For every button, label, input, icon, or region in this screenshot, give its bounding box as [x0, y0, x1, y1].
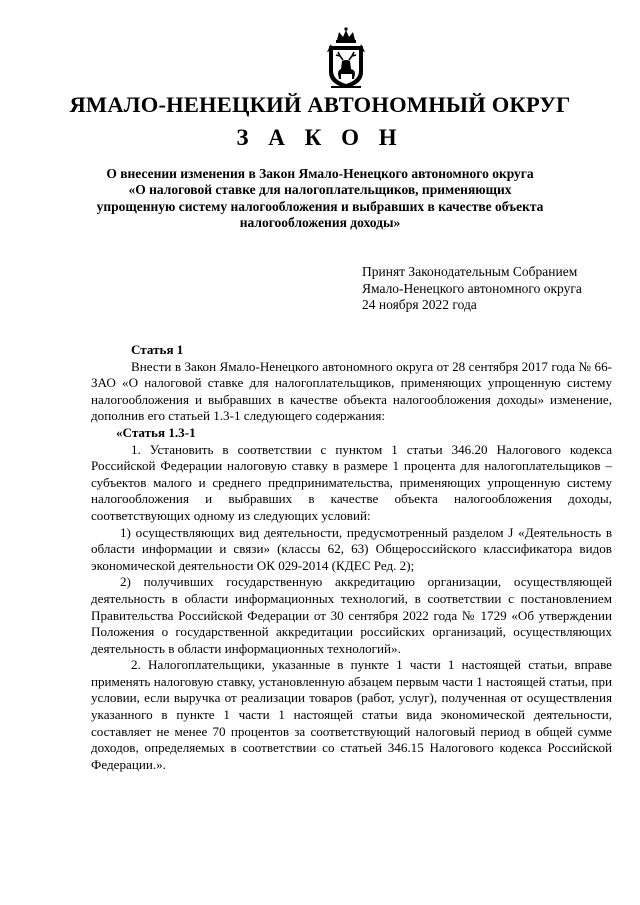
article-intro: Внести в Закон Ямало-Ненецкого автономного округа от 28 сентября 2017 года № 66-ЗАО «О налоговой ставке для налогоплательщиков, применяющих упрощенную систему налогообложения и выбравших в качестве объекта налогообложения доходы» изменение, дополнив его статьей 1.3-1 следующего содержания:: [91, 358, 612, 424]
article-item-1: 1) осуществляющих вид деятельности, предусмотренный разделом J «Деятельность в области информации и связи» (классы 62, 63) Общероссийского классификатора видов экономической деятельности ОК 029-2014 (КДЕС Ред. 2);: [91, 524, 612, 573]
article-item-2: 2) получивших государственную аккредитацию организации, осуществляющей деятельность в области информационных технологий, в соответствии с постановлением Правительства Российской Федерации от 30 сентября 2022 года № 1729 «Об утверждении Положения о государственной аккредитации российских организаций, осуществляющих деятельность в области информационных технологий».: [91, 574, 612, 656]
coat-of-arms-icon: [321, 26, 371, 90]
subtitle-line: «О налоговой ставке для налогоплательщиков, применяющих: [128, 182, 512, 198]
new-article-heading: «Статья 1.3-1: [116, 424, 196, 440]
subtitle-line: налогообложения доходы»: [239, 214, 401, 230]
law-title: З А К О Н: [236, 125, 404, 150]
adoption-date: 24 ноября 2022 года: [362, 297, 477, 312]
subtitle-line: упрощенную систему налогообложения и выбравших в качестве объекта: [96, 198, 544, 214]
adoption-line: Ямало-Ненецкого автономного округа: [362, 280, 582, 296]
article-part-2: 2. Налогоплательщики, указанные в пункте 1 части 1 настоящей статьи, вправе применять налоговую ставку, установленную абзацем первым части 1 настоящей статьи, при условии, если выручка от реализации товаров (работ, услуг), полученная от осуществления указанного в пункте 1 части 1 настоящей статьи вида экономической деятельности, составляет не менее 70 процентов за соответствующий налоговый период в общей сумме доходов, определяемых в соответствии со статьей 346.15 Налогового кодекса Российской Федерации.».: [91, 657, 612, 772]
law-body: [91, 342, 612, 773]
adoption-note: [362, 264, 582, 314]
region-title: ЯМАЛО-НЕНЕЦКИЙ АВТОНОМНЫЙ ОКРУГ: [69, 92, 571, 117]
article-part-1: 1. Установить в соответствии с пунктом 1 статьи 346.20 Налогового кодекса Российской Федерации налоговую ставку в размере 1 процента для налогоплательщиков – субъектов малого и среднего предпринимательства, применяющих упрощенную систему налогообложения и выбравших в качестве объекта налогообложения доходы, соответствующих одному из следующих условий:: [91, 441, 612, 523]
law-subtitle: [92, 166, 548, 231]
article-heading: Статья 1: [131, 342, 184, 357]
subtitle-line: О внесении изменения в Закон Ямало-Ненецкого автономного округа: [106, 166, 534, 181]
adoption-line: Принят Законодательным Собранием: [362, 264, 578, 279]
